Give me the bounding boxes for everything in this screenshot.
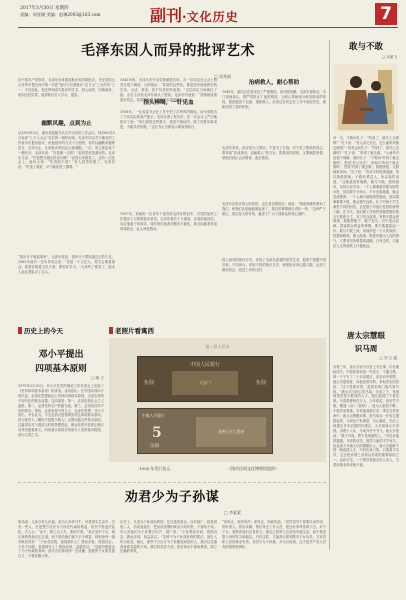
page-number: 7 — [380, 4, 392, 24]
right-article-top — [333, 40, 399, 320]
right-top-body: 有一天，子路问孔子：“听到了，就马上去做吗？”孔子说：“有父亲兄长在，怎么能听到就去做呢？”冉有也问孔子：“听到了，就马上去做吗？”孔子说：“听到了就去做。”公西华对此很不理解，就问孔子：“子路问‘听到了就去做吗’，您说‘有父兄在’；冉有问‘听到了就去做吗’，您说‘听到了就去做’。我很困惑，大胆地来问问。”孔子说：“冉求平时做事退缩，所以我鼓励他；子路好勇过人，所以我约束他。”这就是因材施教。敢与不敢，看似简单，实则大有学问。一个人做事敢作敢为固然可贵，但如果不分场合、不计后果地敢，就会变成鲁莽；一个人谨小慎微固然稳妥，但如果事事都不敢，就会错失良机。孔子对两个学生截然不同的回答，正是基于对他们性格的深刻了解。在今天，我们做工作同样需要把握好敢与不敢的分寸。对于符合原则、有利于群众的事情，要敢想敢干、敢于担当；对于违反纪律、损害群众利益的事情，要不敢越雷池一步。敢与不敢之间，体现的是一个人的原则、智慧和修养。做人做事，既要有敢为人先的勇气，又要有知所敬畏的清醒。只有这样，才能在人生的道路上行稳致远。 — [333, 136, 400, 248]
lead-title: 毛泽东因人而异的批评艺术 — [81, 43, 255, 59]
banknote-front-denom-right: 伍圆 — [255, 380, 266, 386]
right-mid-title-line-1: 唐太宗慧眼 — [347, 331, 385, 340]
bottom-divider — [18, 482, 326, 483]
lead-paragraph-3: “知识分子做起事来”，毛泽东常说，知识分子要知道自己的不足。1961年他对一位负责同志说：“你是一个文化人，要学会尊重群众。我看你就是文化不高，要好好学习。”大家听了都笑了，他本人也红着脸点了点头。 — [18, 255, 115, 274]
history-byline: □ 晓 文 — [91, 376, 104, 380]
history-title-line-2: 四项基本原则 — [35, 364, 87, 374]
right-mid-body: 贞观三年，唐太宗诏令百官上书言事，讨论朝政得失。中郎将常何是一介武夫，不通文墨，却一下子写了二十多条建议，条条切中时弊，唐太宗很惊讶，问他是谁写的。常何老实回答说：“这不是我写的，是我家的门客马周写的。”唐太宗当即召见马周，交谈之下，发现他果然是个难得的人才，便让他到门下省任职。马周是博州茌平人，少年孤贫，但好学不倦，精通《诗》《春秋》。他为人豪放不羁，不被乡里看重。后来他西游长安，寄住在常何家中。唐太宗慧眼识珠，把马周从一介布衣提拔起来，马周也不负重望，尽心辅佐，先后上疏提出许多治国的好建议，大多被唐太宗采纳。贞观十八年，马周升任中书令。唐太宗曾说：“我于马周，暂不见则便思之。”可见对他的器重。马周的成功，固然与他的才学有关，但也离不开唐太宗的慧眼识人。唐太宗能够不拘一格选拔人才，不问出身门第，只看真才实学，这正是贞观之治得以形成的重要原因之一。由此可见，一个领导者能否识人用人，关系到事业的成败兴衰。 — [333, 365, 400, 468]
column-divider — [329, 40, 330, 550]
lead-column-1 — [18, 78, 115, 321]
right-top-title: 敢与不敢 — [348, 42, 383, 52]
date-line: 2017年3月30日 星期四 — [20, 6, 69, 11]
confucius-illustration-icon — [334, 64, 398, 132]
history-label-marker — [18, 327, 22, 334]
banknote-back-denom-text: 伍圆 — [150, 444, 159, 449]
photo-caption-left: 1956 年发行伍元 — [139, 466, 171, 471]
banknote-front-vignette — [172, 371, 238, 395]
banknote-front — [137, 356, 273, 402]
lead-paragraph-10: 因人而异的批评方式，体现了毛泽东高超的领导艺术。他善于根据不同对象、不同场合，采取不同的批评方法，使被批评者心服口服，达到了团结同志、改进工作的目的。 — [222, 258, 326, 272]
old-photo-section — [109, 326, 326, 478]
lead-subheading-3: 治病救人，耐心帮助 — [248, 80, 300, 86]
masthead-subtitle: 文化历史 — [186, 10, 239, 24]
banknote-panel — [109, 338, 326, 462]
bottom-byline: □ 李素素 — [224, 510, 242, 515]
lead-subheading-2: 指头棒喝，一针见血 — [143, 100, 194, 106]
banknote-front-bank: 中国人民银行 — [189, 362, 220, 368]
lead-paragraph-9: 毛泽东在批评别人的同时，也注意自我批评。他说：“错误和挫折教训了我们，使我们比较地聪明起来了，我们的事情就办得好一些。”这种严于律己、宽以待人的作风，赢得了广大干部群众的衷心拥护。 — [222, 202, 326, 216]
photo-label-marker — [109, 327, 113, 334]
lead-paragraph-1: 在中国共产党领导，毛泽东向来重视批评和自我批评，并在党的五大作风中提出向中第一次把“批评与自我批评”定义为“三大作风”之一。不仅如此，他还特别讲究批评的艺术，因人而异，因事而异，收到良好效果，值得我们后人学习、借鉴。 — [18, 78, 115, 97]
masthead-dot: · — [182, 10, 187, 24]
lead-subheading-1: 幽默风趣，点到为止 — [41, 121, 92, 127]
history-label-row — [18, 326, 104, 335]
masthead-title: 副刊 — [150, 6, 183, 25]
bottom-title: 劝君少为子孙谋 — [124, 490, 220, 505]
photo-label: 老照片看寓西 — [115, 327, 154, 335]
lead-column-3 — [222, 78, 326, 321]
banknote-back — [137, 408, 273, 454]
masthead-title-group — [150, 3, 325, 25]
banknote-back-denom: 5 — [152, 425, 162, 441]
lead-paragraph-2: 从1959年3月，湖北省委秘书长召开全省的工作会议。到1962年5月参加“七千人大会”以后的一段时间里，毛泽东同志对于湖北的工作曾多次提出批评，但他批评的方式十分独特，有的以幽默风趣的语言，点到为止，让被批评的同志心悦诚服。一次，省主席赵某下一趟长沙，毛泽东说：“你是哪一边的？”赵回答说是湖北的，毛泽东又说：“你是想当湖北的省长啊？”说得大家都笑了。还有一次在会上，他问大家：“吃得饱不饱？”有人回答吃饱了，毛泽东说：“吃饱了就好，可不能吃饱了撑着。” — [18, 131, 115, 170]
lead-byline: □ 邓秀娟 — [214, 74, 232, 79]
lead-paragraph-4: 1943年秋，毛泽东在中央党校做报告时，对一位同志在大会上的发言很不满意，当即指出：“你讲的这些话，都是没有调查研究的空话、大话、套话，是不负责任的表现。”这位同志当场就红了脸，会后主动找毛泽东承认了错误。毛泽东对他说：“知错就改就是好同志，希望你以后多到基层去调查研究。” — [120, 78, 217, 102]
history-body: 1979年3月30日，邓小平在党的理论工作务虚会上发表了《坚持四项基本原则》的讲话。讲话指出：在中国实现四个现代化，必须在思想政治上坚持四项基本原则。这是实现四个现代化的根本前提。这四项是：第一，必须坚持社会主义道路；第二，必须坚持无产阶级专政；第三，必须坚持共产党的领导；第四，必须坚持马列主义、毛泽东思想。邓小平指出，中央认为，今天必须反复强调坚持这四项基本原则，因为某些人（哪怕只是极少数人）企图动摇这些基本原则。这篇讲话对于澄清当时的思想混乱，保证改革开放的正确方向具有重要意义。四项基本原则后来被写入党的基本路线，成为立国之本。 — [18, 384, 104, 438]
bottom-column-1: 俗话说：儿孙自有儿孙福，莫为儿孙作马牛。可是现实生活中，总有一些人，总是想方设法为子孙后代谋取利益，甚至不惜违法乱纪。古人云：“爱子，教之以义方，弗纳于邪。”真正爱护子女，就应该教育他们走正道，而不是给他们留下多少财富。林则徐有一副对联说得好：“子孙若如我，留钱做什么？贤而多财，则损其志；子孙不如我，留钱做什么？愚而多财，益增其过。”这副对联道出了为子孙谋的真谛。清代名臣林则徐一生清廉，他教育子女要自强自立，不要依赖父辈。 — [18, 520, 115, 559]
banknote-back-left-text: 中國人民銀行 — [142, 413, 165, 418]
right-mid-byline: □ 刘 文 越 — [379, 356, 397, 360]
right-mid-title-line-2: 识马周 — [354, 344, 378, 353]
banknote-back-vignette — [196, 417, 266, 447]
photo-label-row — [109, 326, 326, 335]
right-top-byline: □ 吴丽飞 — [381, 55, 397, 59]
lead-paragraph-5: 1958年，一位省委书记在工作中犯了浮夸风的错误，向中央报告了不切实际的高产数字。毛泽东看了报告后，在一次会议上严厉地批评了他：“你们报的这些数字，我是不相信的。做工作要实事求是，不能弄虚作假。”这位书记当即表示要深刻检讨。 — [120, 110, 217, 129]
page-number-box — [375, 3, 397, 25]
lead-article — [18, 40, 326, 322]
bottom-article — [18, 486, 326, 594]
right-article-mid — [333, 330, 399, 592]
right-top-illustration — [334, 64, 398, 132]
banknote-back-vignette-label: 各族人民大团结 — [217, 429, 245, 434]
masthead-rule — [18, 27, 398, 28]
lead-paragraph-8: 1957年，某地的一位青年干部在给毛泽东的信中，对党的某些工作提出了尖锐的批评意见。毛泽东看后十分重视，亲笔给他回信，肯定他敢于说真话，同时指出他看问题有片面性，要全面地看待成绩和缺点，此人深受感动。 — [120, 212, 217, 231]
lead-column-2 — [120, 78, 217, 321]
masthead — [0, 0, 406, 30]
photo-caption-right: （钱币民间文化博物馆提供） — [227, 466, 279, 471]
banknote-note-title: 第二套人民币 — [205, 344, 230, 349]
bottom-column-3: “家风正，则民风淳；家风正，则政风清。”党员领导干部要以身作则，管好家人、管好亲属、管好身边工作人员，把良好家风传承下去。对于子女，要教育他们自食其力，靠自己的努力去创造幸福生活，而不是依靠父母的权力和地位。只有这样，才能真正做到既对子女负责，又对党和人民的事业负责。劝君少为子孙谋，多为百姓谋，这才是共产党人应有的境界和情怀。 — [222, 520, 326, 549]
lead-paragraph-7: 毛泽东常说，批评是为了团结，不是为了打倒。对于犯了错误的同志，要采取“惩前毖后，治病救人”的方针，既要坚持原则，又要满腔热情，使他们真正认识错误、改正错误。 — [222, 146, 326, 160]
bottom-column-2: 历史上，凡是为子孙谋私利的，往往适得其反。汉代疏广、疏受叔侄二人，功成身退后，把皇帝赏赐的黄金分给乡里，不留给子孙。有人劝他们为子孙置办田产，疏广说：“子孙贤而多财，则损其志；愚而多财，则益其过。”这种不为子孙谋私利的做法，被后人传为佳话。相反，那些千方百计为子孙聚敛财富的人，最后往往落得身败名裂的下场。我们的党员干部，更应该从中汲取教训，树立正确的家风。 — [120, 520, 217, 554]
history-label: 历史上的今天 — [24, 327, 63, 335]
history-section — [18, 326, 104, 478]
banknote-front-vignette-label: 天安门 — [199, 380, 211, 385]
banknote-front-denom-left: 伍圆 — [144, 380, 155, 386]
lead-paragraph-6: 1945年，某同志在延安犯了严重错误，被开除党籍。毛泽东得知后，专门找他谈心，既严肃批评了他的错误，又耐心帮助他分析犯错误的原因，鼓励他放下包袱，重新做人。后来这位同志在工作中表现突出，重新回到了党的怀抱。 — [222, 90, 326, 109]
editor-line: 责编：刘亚晓 美编：赵琳2003@163.com — [20, 12, 101, 17]
history-title-line-1: 邓小平提出 — [38, 350, 84, 360]
